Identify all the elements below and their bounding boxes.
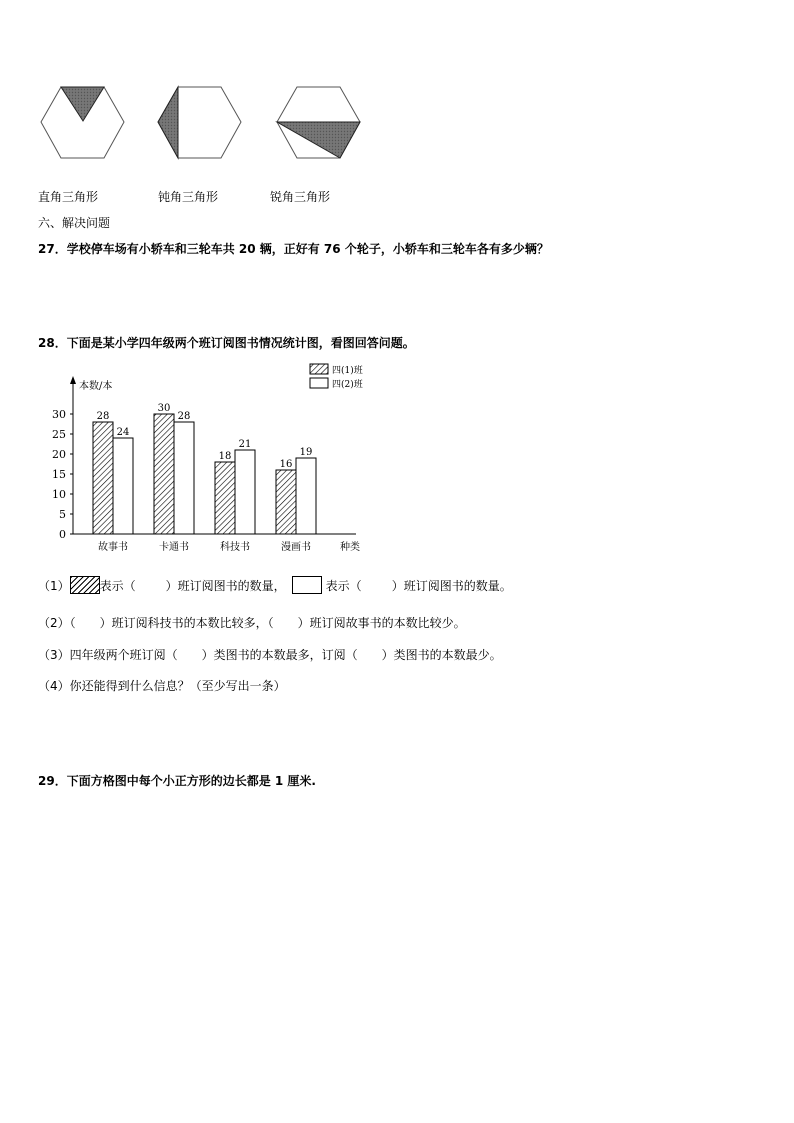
- y-tick-label: 30: [52, 408, 66, 421]
- legend-swatch: [310, 364, 328, 374]
- sub1-text1: 表示（: [99, 578, 136, 593]
- sub1-text3: 表示（: [325, 578, 362, 593]
- question-28-sub4: （4）你还能得到什么信息？（至少写出一条）: [38, 679, 286, 693]
- y-axis-arrow: [70, 376, 76, 384]
- legend-label: 四(1)班: [332, 366, 363, 376]
- bar-chart: [38, 362, 378, 557]
- bar: [93, 422, 113, 534]
- bar-data-label: 16: [279, 459, 293, 470]
- hexagon-right-triangle: [41, 87, 124, 158]
- question-29-number: 29．: [38, 774, 67, 788]
- bar-data-label: 28: [96, 411, 110, 422]
- legend-label: 四(2)班: [332, 380, 363, 390]
- white-box-icon: [292, 576, 322, 594]
- question-28: [38, 334, 415, 351]
- hatched-box-icon: [70, 576, 100, 594]
- sub1-prefix: （1）: [38, 578, 70, 593]
- bar: [215, 462, 235, 534]
- y-tick-label: 5: [59, 508, 66, 521]
- bar-data-label: 21: [238, 439, 252, 450]
- x-tick-label: 科技书: [220, 542, 250, 553]
- bar: [174, 422, 194, 534]
- hexagon-figures: [38, 82, 368, 164]
- bar-data-label: 28: [177, 411, 191, 422]
- section-title: 六、解决问题: [38, 216, 111, 230]
- question-29: [38, 772, 316, 789]
- y-tick-label: 15: [52, 468, 66, 481]
- bar-data-label: 30: [157, 403, 171, 414]
- bar: [296, 458, 316, 534]
- y-axis-label: 本数/本: [79, 381, 113, 392]
- question-28-sub1: [38, 576, 512, 594]
- bar: [154, 414, 174, 534]
- x-tick-label: 故事书: [98, 542, 128, 553]
- label-right-triangle: 直角三角形: [38, 190, 99, 204]
- label-acute-triangle: 锐角三角形: [270, 190, 331, 204]
- bar-data-label: 24: [116, 427, 130, 438]
- x-tick-label: 卡通书: [159, 542, 189, 553]
- question-27: [38, 240, 549, 257]
- question-27-number: 27．: [38, 242, 67, 256]
- question-28-sub2: （2）（ ）班订阅科技书的本数比较多，（ ）班订阅故事书的本数比较少。: [38, 616, 466, 630]
- y-tick-label: 0: [59, 528, 66, 541]
- label-obtuse-triangle: 钝角三角形: [158, 190, 219, 204]
- legend-swatch: [310, 378, 328, 388]
- sub1-text2: ）班订阅图书的数量，: [165, 578, 286, 593]
- bar: [113, 438, 133, 534]
- bar-data-label: 19: [299, 447, 313, 458]
- bar: [276, 470, 296, 534]
- bar-data-label: 18: [218, 451, 232, 462]
- x-axis-label: 种类: [340, 542, 360, 553]
- question-28-text: 下面是某小学四年级两个班订阅图书情况统计图，看图回答问题。: [66, 336, 415, 350]
- y-tick-label: 20: [52, 448, 66, 461]
- y-tick-label: 10: [52, 488, 66, 501]
- hexagon-obtuse-triangle: [158, 87, 241, 158]
- y-tick-label: 25: [52, 428, 66, 441]
- question-28-sub3: （3）四年级两个班订阅（ ）类图书的本数最多，订阅（ ）类图书的本数最少。: [38, 648, 502, 662]
- question-28-number: 28．: [38, 336, 67, 350]
- hexagon-acute-triangle: [277, 87, 360, 158]
- question-29-text: 下面方格图中每个小正方形的边长都是 1 厘米.: [66, 774, 316, 788]
- sub1-text4: ）班订阅图书的数量。: [391, 578, 512, 593]
- question-27-text: 学校停车场有小轿车和三轮车共 20 辆，正好有 76 个轮子，小轿车和三轮车各有多少辆？: [66, 242, 549, 256]
- x-tick-label: 漫画书: [281, 542, 311, 553]
- bar: [235, 450, 255, 534]
